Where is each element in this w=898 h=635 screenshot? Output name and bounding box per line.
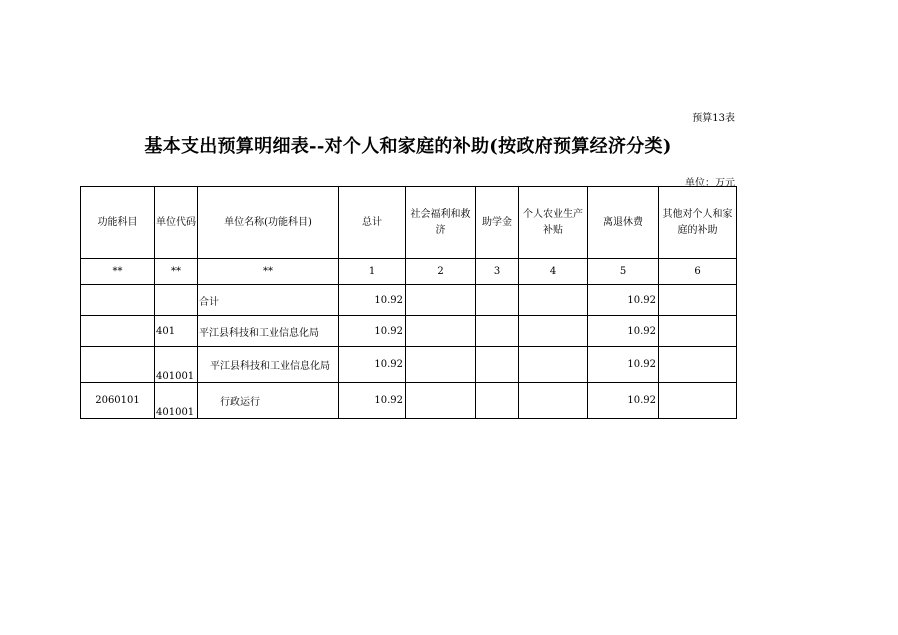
cell-unit-name: 平江县科技和工业信息化局: [198, 347, 339, 383]
cell-social-welfare: [406, 285, 476, 316]
cell-retirement: 10.92: [588, 285, 659, 316]
cell-total: 10.92: [339, 383, 406, 419]
header-unit-name: 单位名称(功能科目): [198, 187, 339, 259]
header-farm-subsidy: 个人农业生产补贴: [519, 187, 588, 259]
index-cell: 6: [659, 259, 737, 285]
cell-student-grant: [476, 347, 519, 383]
cell-student-grant: [476, 316, 519, 347]
page-title: 基本支出预算明细表--对个人和家庭的补助(按政府预算经济分类): [144, 136, 672, 157]
cell-total: 10.92: [339, 316, 406, 347]
header-retirement: 离退休费: [588, 187, 659, 259]
cell-other-subsidy: [659, 383, 737, 419]
index-cell: 3: [476, 259, 519, 285]
index-cell: **: [155, 259, 198, 285]
cell-farm-subsidy: [519, 316, 588, 347]
budget-table: [80, 186, 737, 419]
cell-unit-code: [155, 285, 198, 316]
cell-farm-subsidy: [519, 347, 588, 383]
cell-unit-code: 401001: [155, 347, 198, 383]
cell-other-subsidy: [659, 316, 737, 347]
cell-unit-name: 平江县科技和工业信息化局: [198, 316, 339, 347]
index-cell: 2: [406, 259, 476, 285]
header-other-subsidy: 其他对个人和家庭的补助: [659, 187, 737, 259]
index-cell: **: [81, 259, 155, 285]
cell-function-subject: [81, 316, 155, 347]
table-row: [81, 347, 737, 383]
table-header-row: [81, 187, 737, 259]
header-unit-code: 单位代码: [155, 187, 198, 259]
header-total: 总计: [339, 187, 406, 259]
cell-unit-code: 401: [155, 316, 198, 347]
index-cell: 5: [588, 259, 659, 285]
cell-farm-subsidy: [519, 285, 588, 316]
cell-social-welfare: [406, 347, 476, 383]
cell-total: 10.92: [339, 285, 406, 316]
cell-function-subject: [81, 347, 155, 383]
cell-other-subsidy: [659, 285, 737, 316]
cell-unit-name: 合计: [198, 285, 339, 316]
cell-social-welfare: [406, 383, 476, 419]
form-number: 预算13表: [692, 113, 735, 124]
cell-student-grant: [476, 285, 519, 316]
cell-unit-code: 401001: [155, 383, 198, 419]
index-row: [81, 259, 737, 285]
cell-unit-name: 行政运行: [198, 383, 339, 419]
unit-label: 单位：万元: [685, 178, 735, 189]
cell-retirement: 10.92: [588, 347, 659, 383]
table-row: [81, 383, 737, 419]
table-row: [81, 316, 737, 347]
cell-retirement: 10.92: [588, 316, 659, 347]
cell-student-grant: [476, 383, 519, 419]
header-social-welfare: 社会福利和救济: [406, 187, 476, 259]
index-cell: 1: [339, 259, 406, 285]
index-cell: 4: [519, 259, 588, 285]
cell-social-welfare: [406, 316, 476, 347]
table-row: [81, 285, 737, 316]
cell-total: 10.92: [339, 347, 406, 383]
index-cell: **: [198, 259, 339, 285]
cell-function-subject: [81, 285, 155, 316]
cell-function-subject: 2060101: [81, 383, 155, 419]
cell-retirement: 10.92: [588, 383, 659, 419]
cell-farm-subsidy: [519, 383, 588, 419]
header-student-grant: 助学金: [476, 187, 519, 259]
cell-other-subsidy: [659, 347, 737, 383]
header-function-subject: 功能科目: [81, 187, 155, 259]
